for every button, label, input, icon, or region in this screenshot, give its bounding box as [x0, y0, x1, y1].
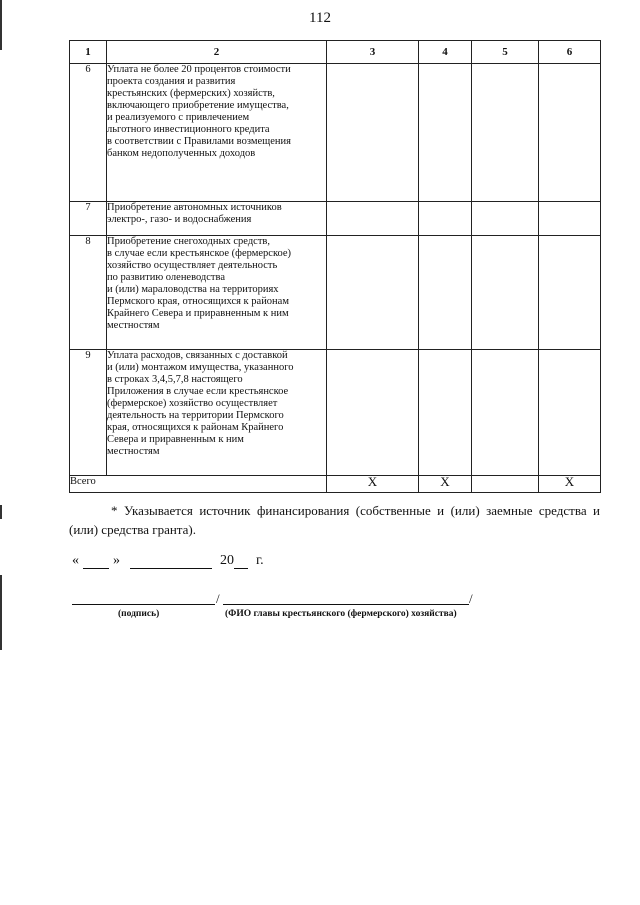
empty-cell — [539, 64, 601, 202]
row-number: 7 — [70, 202, 107, 236]
year-suffix: г. — [256, 553, 264, 568]
empty-cell — [327, 202, 419, 236]
empty-cell — [472, 350, 539, 476]
row-description: Приобретение снегоходных средств, в случае если крестьянское (фермерское) хозяйство осуществляет деятельность по развитию оленеводства и (или) мараловодства на территориях Пермского края, относящихся к районам Крайнего Севера и приравненным к ним местностям — [107, 236, 327, 350]
signature-line — [72, 602, 215, 605]
row-description: Уплата расходов, связанных с доставкой и (или) монтажом имущества, указанного в строках 3,4,5,7,8 настоящего Приложения в случае если крестьянское (фермерское) хозяйство осуществляет деятельность на территории Пермского края, относящихся к районам Крайнего Севера и приравненным к ним местностям — [107, 350, 327, 476]
table-row — [70, 202, 601, 236]
row-description: Уплата не более 20 процентов стоимости проекта создания и развития крестьянских (фермерских) хозяйств, включающего приобретение имущества, и реализуемого с привлечением льготного инвестиционного кредита в соответствии с Правилами возмещения банком недополученных доходов — [107, 64, 327, 202]
footnote-text: * Указывается источник финансирования (собственные и (или) заемные средства и (или) средства гранта). — [69, 503, 600, 537]
date-close-quote: » — [113, 553, 120, 568]
header-col-5: 5 — [472, 41, 539, 64]
total-label: Всего — [70, 476, 327, 493]
scan-edge-mark-middle — [0, 505, 2, 519]
signature-caption: (подпись) — [118, 609, 160, 619]
empty-cell — [419, 236, 472, 350]
empty-cell — [419, 64, 472, 202]
empty-cell — [539, 350, 601, 476]
year-prefix: 20 — [220, 553, 234, 568]
header-col-1: 1 — [70, 41, 107, 64]
empty-cell — [327, 64, 419, 202]
row-number: 9 — [70, 350, 107, 476]
page-number: 112 — [309, 10, 331, 26]
date-open-quote: « — [72, 553, 79, 568]
name-line — [223, 602, 469, 605]
empty-cell — [539, 202, 601, 236]
scan-edge-mark-lower — [0, 575, 2, 650]
empty-cell — [419, 202, 472, 236]
empty-cell — [472, 202, 539, 236]
month-blank — [130, 553, 212, 569]
total-col-3-mark: Х — [327, 476, 419, 493]
header-col-4: 4 — [419, 41, 472, 64]
signature-slash: / — [216, 591, 220, 606]
total-col-5 — [472, 476, 539, 493]
footnote — [69, 501, 600, 539]
row-number: 8 — [70, 236, 107, 350]
table-row — [70, 64, 601, 202]
expense-table — [69, 40, 601, 493]
table-row — [70, 236, 601, 350]
total-col-4-mark: Х — [419, 476, 472, 493]
header-col-2: 2 — [107, 41, 327, 64]
empty-cell — [327, 236, 419, 350]
header-col-6: 6 — [539, 41, 601, 64]
name-caption: (ФИО главы крестьянского (фермерского) хозяйства) — [225, 609, 457, 619]
row-number: 6 — [70, 64, 107, 202]
table-header-row — [70, 41, 601, 64]
total-row — [70, 476, 601, 493]
empty-cell — [419, 350, 472, 476]
date-line — [72, 553, 264, 569]
total-col-6-mark: Х — [539, 476, 601, 493]
header-col-3: 3 — [327, 41, 419, 64]
row-description: Приобретение автономных источников электро-, газо- и водоснабжения — [107, 202, 327, 236]
name-slash: / — [469, 591, 473, 606]
empty-cell — [539, 236, 601, 350]
empty-cell — [472, 236, 539, 350]
empty-cell — [327, 350, 419, 476]
table-row — [70, 350, 601, 476]
day-blank — [83, 553, 109, 569]
year-blank — [234, 553, 248, 569]
empty-cell — [472, 64, 539, 202]
